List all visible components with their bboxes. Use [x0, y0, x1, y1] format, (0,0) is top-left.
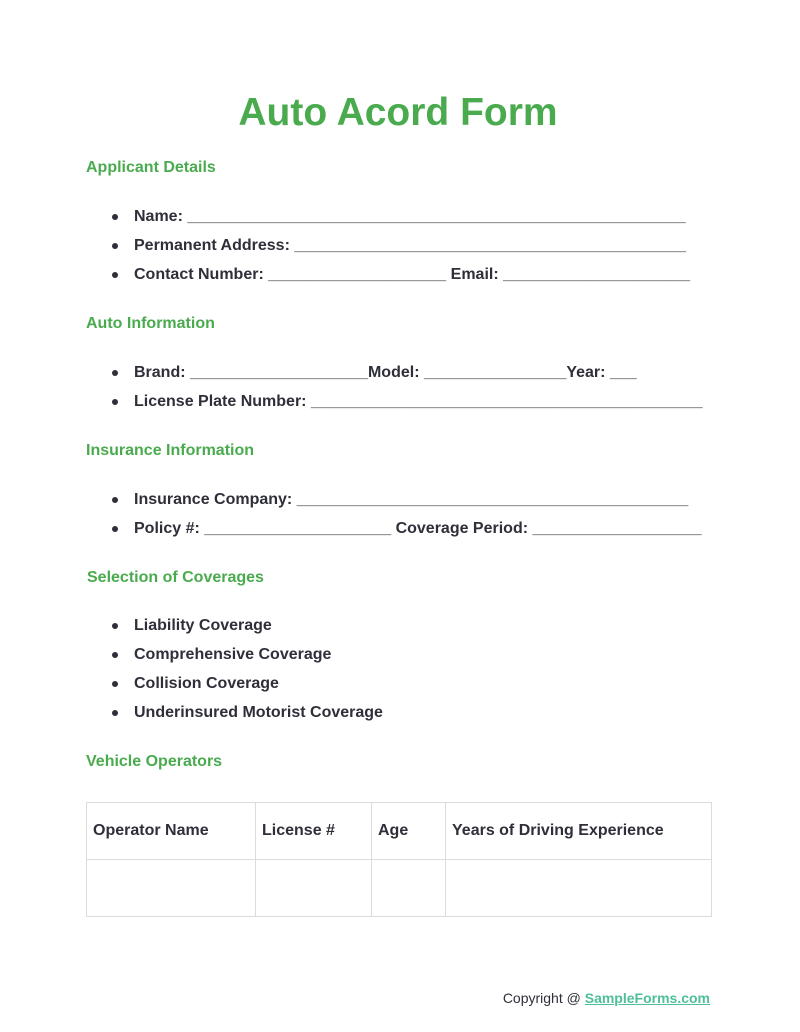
table-header-row	[87, 803, 712, 860]
cell-operator-name[interactable]	[87, 860, 256, 917]
bullet-icon	[112, 681, 118, 687]
bullet-icon	[112, 497, 118, 503]
section-heading-coverages: Selection of Coverages	[87, 569, 264, 586]
bullet-icon	[112, 526, 118, 532]
section-heading-applicant: Applicant Details	[86, 159, 216, 176]
cell-license[interactable]	[256, 860, 372, 917]
bullet-icon	[112, 623, 118, 629]
bullet-icon	[112, 399, 118, 405]
section-heading-auto: Auto Information	[86, 315, 215, 332]
coverage-liability[interactable]: Liability Coverage	[134, 617, 272, 634]
coverage-underinsured-motorist[interactable]: Underinsured Motorist Coverage	[134, 704, 383, 721]
column-header-age: Age	[372, 803, 446, 860]
section-heading-operators: Vehicle Operators	[86, 753, 223, 770]
section-heading-insurance: Insurance Information	[86, 442, 255, 459]
footer-prefix: Copyright @	[502, 990, 585, 1006]
field-brand-model-year[interactable]: Brand: ____________________Model: ________________Year: ___	[134, 364, 637, 381]
field-permanent-address[interactable]: Permanent Address: ____________________________________________	[134, 237, 686, 254]
field-license-plate[interactable]: License Plate Number: ____________________________________________	[134, 393, 703, 410]
footer-brand-link[interactable]: SampleForms.com	[584, 990, 710, 1006]
column-header-operator-name: Operator Name	[87, 803, 256, 860]
cell-age[interactable]	[372, 860, 446, 917]
page-title: Auto Acord Form	[238, 91, 558, 134]
bullet-icon	[112, 272, 118, 278]
field-name[interactable]: Name: ________________________________________________________	[134, 208, 686, 225]
field-contact-email[interactable]: Contact Number: ____________________ Email: _____________________	[134, 266, 690, 283]
bullet-icon	[112, 214, 118, 220]
bullet-icon	[112, 710, 118, 716]
cell-years-experience[interactable]	[446, 860, 712, 917]
bullet-icon	[112, 370, 118, 376]
bullet-icon	[112, 243, 118, 249]
bullet-icon	[112, 652, 118, 658]
field-insurance-company[interactable]: Insurance Company: ____________________________________________	[134, 491, 689, 508]
field-policy-coverage-period[interactable]: Policy #: _____________________ Coverage Period: ___________________	[134, 520, 702, 537]
operators-table	[86, 802, 712, 917]
footer-copyright	[503, 988, 710, 1008]
column-header-license: License #	[256, 803, 372, 860]
column-header-years-experience: Years of Driving Experience	[446, 803, 712, 860]
coverage-comprehensive[interactable]: Comprehensive Coverage	[134, 646, 332, 663]
table-row	[87, 860, 712, 917]
coverage-collision[interactable]: Collision Coverage	[134, 675, 279, 692]
